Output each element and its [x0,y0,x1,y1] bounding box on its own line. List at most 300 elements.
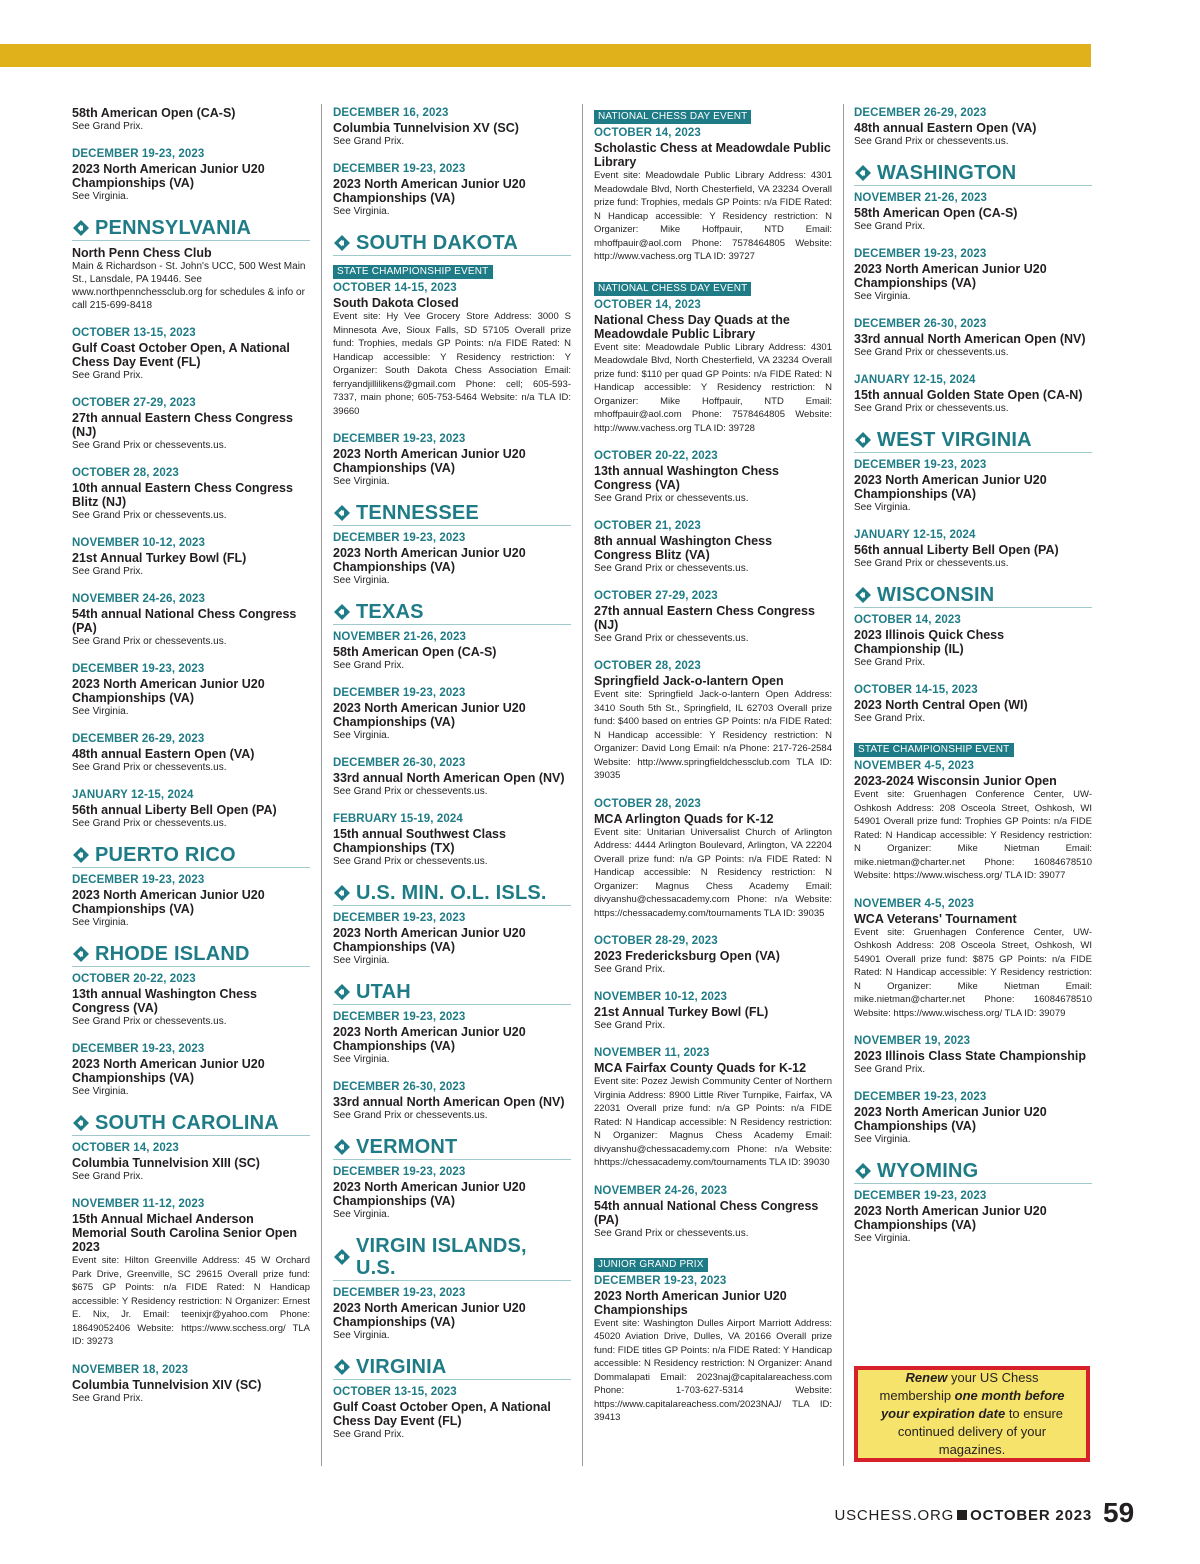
event-listing [72,873,310,929]
event-date: OCTOBER 27-29, 2023 [594,590,718,602]
event-title: 15th Annual Michael Anderson Memorial South Carolina Senior Open 2023 [72,1212,298,1254]
renew-text-part: to ensure continued delivery of your magazines. [897,1406,1064,1457]
column-1 [72,106,310,1419]
event-date: OCTOBER 14-15, 2023 [333,282,457,294]
event-date: DECEMBER 26-29, 2023 [72,733,205,745]
event-listing [333,432,571,488]
event-date: JANUARY 12-15, 2024 [854,374,976,386]
event-details: Event site: Meadowdale Public Library Address: 4301 Meadowdale Blvd, North Chesterfield, VA 23234 Overall prize fund: $110 per quad GP Points: n/a FIDE Rated: N Handicap accessible: Y Residency restriction: N Organizer: Mike Hoffpauir, NTD Email: mhoffpauir@aol.com Phone: 7578464805 Website: http://www.vachess.org TLA ID: 39728 [594,341,832,434]
event-date: NOVEMBER 10-12, 2023 [72,537,206,549]
event-details: Event site: Springfield Jack-o-lantern Open Address: 3410 South 5th St., Springfield, IL 62703 Overall prize fund: $400 based on entries GP Points: n/a FIDE Rated: N Handicap accessible: Y Residency restriction: N Organizer: David Long Email: n/a Phone: 217-726-2584 Website: http://www.springfieldchessclub.com TLA ID: 39035 [594,689,832,781]
event-title: 2023 Fredericksburg Open (VA) [594,949,780,963]
event-listing [854,897,1092,1021]
event-badge: STATE CHAMPIONSHIP EVENT [333,265,493,279]
event-reference: See Grand Prix or chessevents.us. [72,1016,227,1027]
event-listing [72,662,310,718]
event-listing [72,1197,310,1349]
event-title: 21st Annual Turkey Bowl (FL) [72,551,247,565]
event-date: NOVEMBER 4-5, 2023 [854,897,975,910]
event-date: OCTOBER 28-29, 2023 [594,935,718,947]
event-title: 48th annual Eastern Open (VA) [72,747,255,761]
event-date: OCTOBER 14, 2023 [594,127,701,139]
event-listing [72,536,310,578]
event-date: NOVEMBER 19, 2023 [854,1035,971,1047]
event-listing [594,659,832,783]
event-reference: See Virginia. [333,1330,390,1341]
event-title: Gulf Coast October Open, A National Chess Day Event (FL) [72,341,290,369]
state-heading [72,844,310,868]
state-heading [72,217,310,241]
event-listing [72,147,310,203]
column-divider [582,104,583,1466]
event-title: 58th American Open (CA-S) [72,106,236,120]
event-title: 10th annual Eastern Chess Congress Blitz (NJ) [72,481,293,509]
event-title: Columbia Tunnelvision XIII (SC) [72,1156,260,1170]
event-title: 56th annual Liberty Bell Open (PA) [854,543,1059,557]
state-heading [333,1356,571,1380]
state-diamond-icon [854,1162,872,1180]
renew-text-part: your US Chess membership [879,1370,1039,1403]
event-date: NOVEMBER 24-26, 2023 [72,593,206,605]
state-heading [72,943,310,967]
event-reference: See Grand Prix or chessevents.us. [333,1110,488,1121]
event-badge: NATIONAL CHESS DAY EVENT [594,110,751,124]
event-reference: See Grand Prix. [72,370,144,381]
event-date: NOVEMBER 21-26, 2023 [333,631,467,643]
event-badge: NATIONAL CHESS DAY EVENT [594,282,751,296]
event-reference: See Grand Prix or chessevents.us. [72,762,227,773]
state-name: TEXAS [356,601,424,623]
state-diamond-icon [854,164,872,182]
event-reference: See Grand Prix. [854,713,926,724]
event-date: DECEMBER 19-23, 2023 [72,874,205,886]
event-title: Scholastic Chess at Meadowdale Public Library [594,141,831,169]
event-listing [594,519,832,575]
event-reference: See Virginia. [72,191,129,202]
event-title: 8th annual Washington Chess Congress Blitz (VA) [594,534,773,562]
event-listing [72,1363,310,1405]
event-reference: See Virginia. [333,575,390,586]
event-date: DECEMBER 19-23, 2023 [333,532,466,544]
event-reference: See Grand Prix. [72,1392,144,1404]
renew-word: Renew [905,1370,948,1385]
top-accent-bar [0,44,1091,67]
state-name: WEST VIRGINIA [877,429,1032,451]
event-date: OCTOBER 14, 2023 [594,298,701,311]
event-badge-row [594,278,832,298]
event-date: OCTOBER 28, 2023 [594,797,701,810]
event-title: 56th annual Liberty Bell Open (PA) [72,803,277,817]
event-title: 2023 North American Junior U20 Championships (VA) [854,262,1047,290]
event-listing [594,589,832,645]
event-listing [333,531,571,587]
event-title: 2023 North American Junior U20 Championships (VA) [333,177,526,205]
event-title: 54th annual National Chess Congress (PA) [594,1198,819,1227]
event-title: 2023 North American Junior U20 Championships (VA) [333,1301,526,1329]
event-listing [333,1010,571,1066]
event-reference: See Virginia. [854,1233,911,1244]
event-title: 2023 North American Junior U20 Championships (VA) [333,1180,526,1208]
event-listing [594,278,832,436]
event-listing [854,458,1092,514]
event-date: DECEMBER 19-23, 2023 [333,912,466,924]
event-date: OCTOBER 21, 2023 [594,520,701,532]
event-listing [854,191,1092,233]
event-reference: See Grand Prix or chessevents.us. [594,563,749,574]
renew-text [868,1369,1076,1459]
event-reference: See Virginia. [854,502,911,513]
event-reference: See Virginia. [333,1209,390,1220]
event-date: OCTOBER 27-29, 2023 [72,397,196,409]
event-reference: See Grand Prix. [72,566,144,577]
event-title: 2023 Illinois Class State Championship [854,1049,1087,1063]
event-title: 13th annual Washington Chess Congress (VA) [72,987,257,1015]
event-listing [72,1141,310,1183]
event-badge-row [333,261,571,281]
state-diamond-icon [72,1114,90,1132]
state-name: U.S. MIN. O.L. ISLS. [356,882,547,904]
column-3 [594,106,832,1439]
event-reference: See Grand Prix or chessevents.us. [72,818,227,829]
event-listing [333,1080,571,1122]
event-reference: See Grand Prix or chessevents.us. [72,510,227,521]
event-title: 58th American Open (CA-S) [333,645,497,659]
event-listing [72,592,310,648]
state-diamond-icon [333,504,351,522]
state-name: TENNESSEE [356,502,479,524]
state-name: WISCONSIN [877,584,995,606]
event-listing [333,162,571,218]
event-listing [594,1046,832,1170]
event-title: MCA Arlington Quads for K-12 [594,811,774,826]
event-date: NOVEMBER 24-26, 2023 [594,1184,728,1197]
event-reference: See Grand Prix or chessevents.us. [72,636,227,647]
state-name: RHODE ISLAND [95,943,250,965]
page-footer [834,1507,1092,1524]
state-diamond-icon [854,431,872,449]
event-title: 21st Annual Turkey Bowl (FL) [594,1005,769,1019]
event-date: NOVEMBER 11-12, 2023 [72,1198,205,1210]
event-title: 2023 North American Junior U20 Championships (VA) [333,701,526,729]
state-diamond-icon [333,884,351,902]
event-date: OCTOBER 28, 2023 [72,467,179,479]
event-date: DECEMBER 19-23, 2023 [333,1011,466,1023]
event-date: DECEMBER 26-29, 2023 [854,107,987,119]
event-date: OCTOBER 13-15, 2023 [72,327,196,339]
event-title: 2023 North American Junior U20 Championships (VA) [333,1025,526,1053]
event-reference: See Grand Prix. [333,136,405,147]
event-listing [594,1184,832,1240]
event-badge-row [594,1254,832,1274]
event-title: 48th annual Eastern Open (VA) [854,121,1037,135]
event-listing [594,106,832,264]
state-diamond-icon [333,1138,351,1156]
event-date: DECEMBER 16, 2023 [333,107,449,119]
event-title: 2023 North American Junior U20 Championships (VA) [854,473,1047,501]
state-diamond-icon [72,846,90,864]
event-listing [854,528,1092,570]
event-reference: See Virginia. [333,955,390,966]
state-heading [854,584,1092,608]
event-date: OCTOBER 14-15, 2023 [854,684,978,696]
footer-square-icon [957,1510,967,1520]
event-listing [854,1034,1092,1076]
event-date: DECEMBER 19-23, 2023 [854,1190,987,1202]
event-title: Columbia Tunnelvision XV (SC) [333,121,519,135]
event-listing [333,106,571,148]
state-name: VIRGINIA [356,1356,447,1378]
event-listing [594,449,832,505]
state-name: VERMONT [356,1136,458,1158]
event-reference: See Grand Prix or chessevents.us. [594,1227,749,1239]
event-listing [72,972,310,1028]
event-listing [333,1385,571,1441]
event-title: 13th annual Washington Chess Congress (VA) [594,464,779,492]
footer-issue: OCTOBER 2023 [970,1507,1092,1524]
event-title: 2023 North Central Open (WI) [854,698,1028,712]
event-date: DECEMBER 19-23, 2023 [333,433,466,445]
event-listing [854,317,1092,359]
event-title: 2023 Illinois Quick Chess Championship (IL) [854,628,1005,656]
event-reference: See Virginia. [72,1086,129,1097]
event-reference: See Grand Prix. [333,1429,405,1440]
state-heading [854,162,1092,186]
event-title: 54th annual National Chess Congress (PA) [72,607,297,635]
event-date: FEBRUARY 15-19, 2024 [333,813,463,825]
event-listing [72,732,310,774]
event-details: Event site: Meadowdale Public Library Address: 4301 Meadowdale Blvd, North Chesterfield, VA 23234 Overall prize fund: Trophies, medals GP Points: n/a FIDE Rated: N Handicap accessible: Y Residency restriction: N Organizer: Mike Hoffpauir, NTD Email: mhoffpauir@aol.com Phone: 7578464805 Website: http://www.vachess.org TLA ID: 39727 [594,170,832,262]
event-reference: See Grand Prix or chessevents.us. [854,347,1009,358]
event-title: 2023 North American Junior U20 Championships (VA) [333,447,526,475]
event-date: NOVEMBER 11, 2023 [594,1047,710,1059]
event-listing [72,246,310,312]
event-listing [594,934,832,976]
event-title: 15th annual Golden State Open (CA-N) [854,388,1083,402]
event-title: WCA Veterans' Tournament [854,911,1017,926]
event-date: DECEMBER 26-30, 2023 [333,1081,466,1093]
event-date: NOVEMBER 10-12, 2023 [594,991,728,1003]
event-title: South Dakota Closed [333,296,459,310]
event-reference: See Virginia. [854,1134,911,1145]
event-date: OCTOBER 14, 2023 [854,614,961,626]
event-date: NOVEMBER 4-5, 2023 [854,760,975,772]
event-listing [333,911,571,967]
event-reference: See Grand Prix. [594,964,666,975]
event-badge: STATE CHAMPIONSHIP EVENT [854,743,1014,757]
event-listing [72,1042,310,1098]
event-title: 15th annual Southwest Class Championships (TX) [333,827,506,855]
event-badge-row [854,739,1092,759]
state-heading [333,232,571,256]
footer-site: USCHESS.ORG [834,1507,955,1524]
event-listing [854,613,1092,669]
event-title: 58th American Open (CA-S) [854,206,1018,220]
event-listing [854,373,1092,415]
event-date: DECEMBER 19-23, 2023 [333,1287,466,1299]
state-name: SOUTH DAKOTA [356,232,519,254]
event-title: 2023-2024 Wisconsin Junior Open [854,774,1057,788]
event-reference: See Grand Prix or chessevents.us. [854,136,1009,147]
event-reference: See Grand Prix or chessevents.us. [854,403,1009,414]
event-reference: See Virginia. [333,730,390,741]
event-listing [594,1254,832,1425]
event-reference: See Virginia. [333,476,390,487]
event-listing [333,1165,571,1221]
event-details: Event site: Pozez Jewish Community Center of Northern Virginia Address: 8900 Little River Turnpike, Fairfax, VA 22031 Overall prize fund: n/a GP Points: n/a FIDE Rated: N Handicap accessible: N Residency restriction: N Organizer: Magnus Chess Academy Email: divyanshu@chessacademy.com Phone: n/a Website: hhttps://chessacademy.com/tournaments TLA ID: 39030 [594,1076,832,1168]
event-listing [72,326,310,382]
state-name: SOUTH CAROLINA [95,1112,279,1134]
state-name: WYOMING [877,1160,979,1182]
event-title: 33rd annual North American Open (NV) [333,1095,565,1109]
state-diamond-icon [333,603,351,621]
event-title: 33rd annual North American Open (NV) [854,332,1086,346]
event-title: MCA Fairfax County Quads for K-12 [594,1061,807,1075]
column-divider [321,104,322,1466]
event-listing [854,683,1092,725]
event-date: OCTOBER 20-22, 2023 [594,450,718,462]
event-date: DECEMBER 19-23, 2023 [72,148,205,160]
state-name: UTAH [356,981,411,1003]
state-diamond-icon [333,983,351,1001]
event-reference: See Grand Prix or chessevents.us. [594,633,749,644]
state-heading [333,1235,571,1281]
event-reference: See Grand Prix or chessevents.us. [854,558,1009,569]
state-heading [333,1136,571,1160]
event-badge-row [594,106,832,126]
state-name: VIRGIN ISLANDS, U.S. [356,1235,527,1279]
renew-emphasis: one month before your expiration date [880,1388,1065,1421]
event-listing [854,106,1092,148]
event-reference: See Grand Prix or chessevents.us. [594,493,749,504]
event-listing [594,797,832,921]
event-title: 2023 North American Junior U20 Championships (VA) [333,926,526,954]
event-date: DECEMBER 19-23, 2023 [72,1043,205,1055]
event-listing [854,1189,1092,1245]
event-listing [333,261,571,418]
event-listing [333,1286,571,1342]
event-title: 2023 North American Junior U20 Championships [594,1288,787,1317]
event-reference: See Grand Prix. [854,657,926,668]
event-title: Springfield Jack-o-lantern Open [594,674,784,688]
event-reference: See Grand Prix. [594,1020,666,1031]
event-reference: See Grand Prix. [72,121,144,132]
event-listing [72,788,310,830]
event-date: DECEMBER 19-23, 2023 [854,1091,987,1103]
event-reference: See Grand Prix. [72,1171,144,1182]
state-heading [854,1160,1092,1184]
state-name: PUERTO RICO [95,844,236,866]
event-reference: See Virginia. [72,706,129,717]
event-date: DECEMBER 26-30, 2023 [854,318,987,330]
state-heading [333,502,571,526]
event-date: DECEMBER 19-23, 2023 [854,459,987,471]
event-title: 2023 North American Junior U20 Championships (VA) [333,546,526,574]
renew-membership-box [854,1366,1090,1462]
state-diamond-icon [72,945,90,963]
state-name: WASHINGTON [877,162,1017,184]
event-date: DECEMBER 26-30, 2023 [333,757,466,769]
event-title: 2023 North American Junior U20 Championships (VA) [72,888,265,916]
state-heading [333,981,571,1005]
event-title: Gulf Coast October Open, A National Chess Day Event (FL) [333,1400,551,1428]
event-date: OCTOBER 20-22, 2023 [72,973,196,985]
event-title: 27th annual Eastern Chess Congress (NJ) [594,604,815,632]
event-date: OCTOBER 28, 2023 [594,660,701,672]
event-date: OCTOBER 14, 2023 [72,1142,179,1154]
event-title: Columbia Tunnelvision XIV (SC) [72,1377,262,1392]
event-details: Event site: Gruenhagen Conference Center, UW-Oshkosh Address: 208 Osceola Street, Oshkosh, WI 54901 Overall prize fund: Trophies GP Points: n/a FIDE Rated: N Handicap accessible: Y Residency restriction: N Organizer: Mike Nietman Email: mike.nietman@charter.net Phone: 16084678510 Website: https://www.wischess.org/ TLA ID: 39077 [854,789,1092,881]
event-title: National Chess Day Quads at the Meadowdale Public Library [594,312,790,341]
event-date: NOVEMBER 21-26, 2023 [854,192,988,204]
event-listing [72,396,310,452]
event-listing [854,1090,1092,1146]
event-badge: JUNIOR GRAND PRIX [594,1258,708,1272]
event-details: Event site: Hilton Greenville Address: 45 W Orchard Park Drive, Greenville, SC 29615 Overall prize fund: $675 GP Points: n/a FIDE Rated: N Handicap accessible: Y Residency restriction: N Organizer: Ernest E. Nix, Jr. Email: teenixjr@yahoo.com Phone: 18649052406 Website: https://www.scchess.org/ TLA ID: 39273 [72,1255,310,1347]
event-reference: See Virginia. [72,917,129,928]
event-title: 2023 North American Junior U20 Championships (VA) [72,162,265,190]
event-listing [854,247,1092,303]
event-listing [333,686,571,742]
event-date: DECEMBER 19-23, 2023 [333,1166,466,1178]
event-title: 2023 North American Junior U20 Championships (VA) [72,677,265,705]
page-number: 59 [1103,1497,1135,1528]
state-diamond-icon [72,219,90,237]
event-details: Event site: Washington Dulles Airport Marriott Address: 45020 Aviation Drive, Dulles, VA 20166 Overall prize fund: FIDE titles GP Points: n/a FIDE Rated: Y Handicap accessible: N Residency restriction: N Organizer: Anand Dommalapati Email: 2023naj@capitalareachess.com Phone: 1-703-627-5314 Website: https://www.capitalareachess.com/2023NAJ/ TLA ID: 39413 [594,1317,832,1423]
state-heading [333,882,571,906]
event-title: 27th annual Eastern Chess Congress (NJ) [72,411,293,439]
state-diamond-icon [333,1358,351,1376]
state-diamond-icon [854,586,872,604]
event-listing [72,466,310,522]
event-date: DECEMBER 19-23, 2023 [333,687,466,699]
state-name: PENNSYLVANIA [95,217,252,239]
event-title: 2023 North American Junior U20 Championships (VA) [854,1204,1047,1232]
event-reference: See Grand Prix or chessevents.us. [333,786,488,797]
state-diamond-icon [333,1248,351,1266]
event-reference: See Virginia. [333,206,390,217]
event-date: OCTOBER 13-15, 2023 [333,1386,457,1398]
column-2 [333,106,571,1455]
event-title: North Penn Chess Club [72,246,212,260]
event-date: JANUARY 12-15, 2024 [72,789,194,801]
event-reference: See Virginia. [333,1054,390,1065]
event-reference: See Grand Prix. [854,221,926,232]
state-diamond-icon [333,234,351,252]
event-listing [333,756,571,798]
event-title: 33rd annual North American Open (NV) [333,771,565,785]
event-date: DECEMBER 19-23, 2023 [854,248,987,260]
event-title: 2023 North American Junior U20 Championships (VA) [854,1105,1047,1133]
event-date: JANUARY 12-15, 2024 [854,529,976,541]
event-reference: See Grand Prix. [854,1064,926,1075]
state-heading [72,1112,310,1136]
column-4 [854,106,1092,1259]
event-listing [333,812,571,868]
event-date: NOVEMBER 18, 2023 [72,1363,189,1376]
event-reference: Main & Richardson - St. John's UCC, 500 West Main St., Lansdale, PA 19446. See www.northpennchessclub.org for schedules & info or call 215-699-8418 [72,261,306,311]
event-reference: See Virginia. [854,291,911,302]
event-details: Event site: Unitarian Universalist Church of Arlington Address: 4444 Arlington Boulevard, Arlington, VA 22204 Overall prize fund: n/a GP Points: n/a FIDE Rated: N Handicap accessible: N Residency restriction: N Organizer: Magnus Chess Academy Email: divyanshu@chessacademy.com Phone: n/a Website: https://chessacademy.com/tournaments TLA ID: 39035 [594,826,832,919]
event-title: 2023 North American Junior U20 Championships (VA) [72,1057,265,1085]
event-details: Event site: Hy Vee Grocery Store Address: 3000 S Minnesota Ave, Sioux Falls, SD 57105 Overall prize fund: Trophies, medals GP Points: n/a FIDE Rated: N Handicap accessible: Y Residency restriction: Y Organizer: South Dakota Chess Association Email: ferryandjillilikens@gmail.com Phone: cell; 605-593-7337, main phone; 605-753-5464 Website: n/a TLA ID: 39660 [333,311,571,417]
column-divider [843,104,844,1466]
event-date: DECEMBER 19-23, 2023 [594,1274,727,1287]
event-listing [333,630,571,672]
state-heading [333,601,571,625]
event-listing [72,106,310,133]
event-reference: See Grand Prix. [333,660,405,671]
event-date: DECEMBER 19-23, 2023 [72,663,205,675]
